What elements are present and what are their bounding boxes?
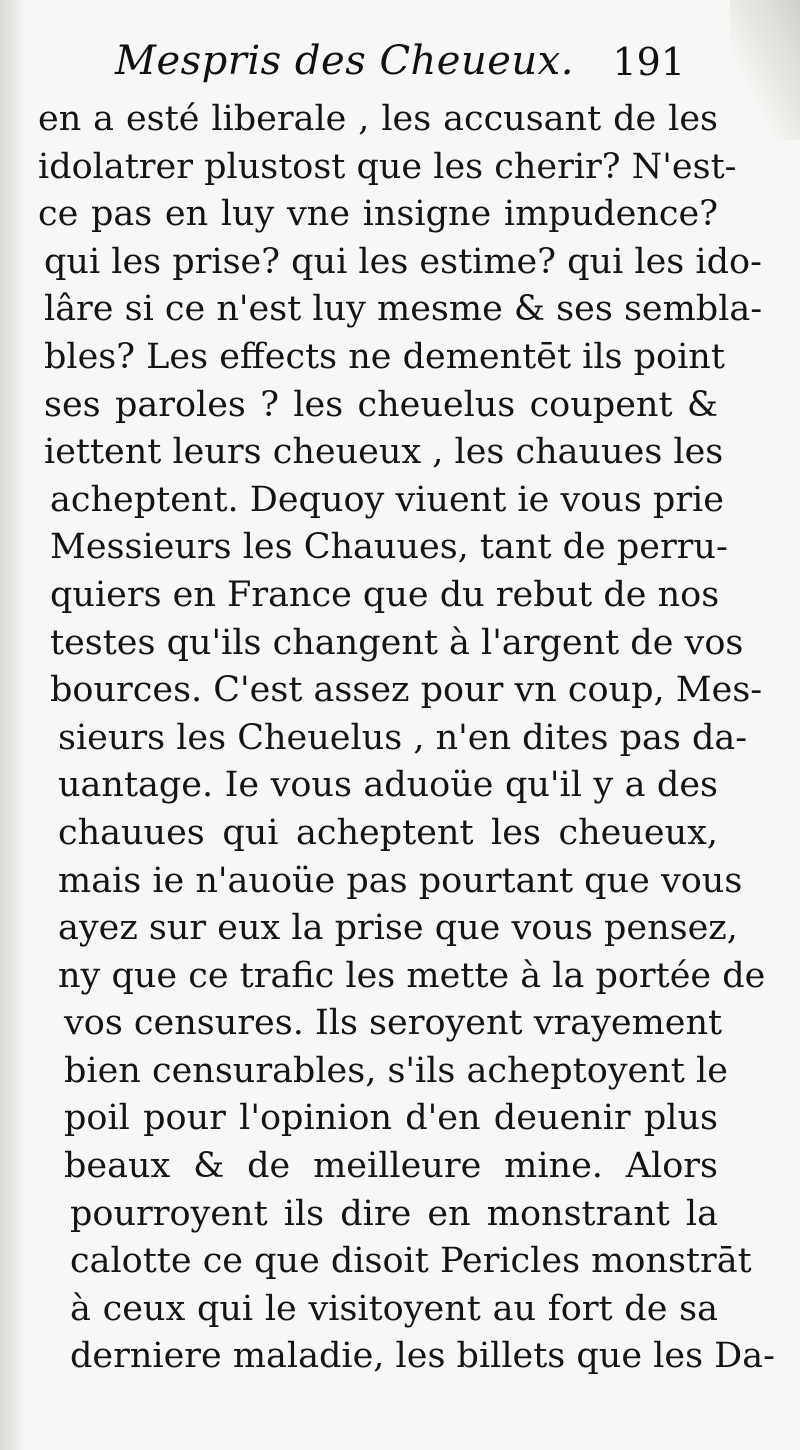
text-line: Messieurs les Chauues, tant de perru- bbox=[50, 527, 728, 568]
text-line: calotte ce que disoit Pericles monstrāt bbox=[70, 1241, 752, 1282]
text-line: sieurs les Cheuelus , n'en dites pas da- bbox=[58, 717, 748, 758]
text-line: pourroyent ils dire en monstrant la bbox=[70, 1193, 718, 1234]
text-line: idolatrer plustost que les cherir? N'est- bbox=[38, 146, 737, 187]
text-line: derniere maladie, les billets que les Da- bbox=[70, 1336, 775, 1377]
text-line: iettent leurs cheueux , les chauues les bbox=[44, 432, 724, 473]
text-line: bles? Les effects ne dementēt ils point bbox=[44, 336, 725, 377]
text-line: ny que ce trafic les mette à la portée de bbox=[58, 955, 766, 996]
text-line: mais ie n'auoüe pas pourtant que vous bbox=[58, 860, 743, 901]
text-line: acheptent. Dequoy viuent ie vous prie bbox=[50, 479, 724, 520]
text-line: qui les prise? qui les estime? qui les ido- bbox=[44, 241, 762, 282]
text-line: beaux & de meilleure mine. Alors bbox=[64, 1146, 718, 1187]
text-line: vos censures. Ils seroyent vrayement bbox=[64, 1003, 723, 1044]
text-line: testes qu'ils changent à l'argent de vos bbox=[50, 622, 744, 663]
text-line: à ceux qui le visitoyent au fort de sa bbox=[70, 1288, 718, 1329]
text-line: ce pas en luy vne insigne impudence? bbox=[38, 194, 718, 235]
text-line: ayez sur eux la prise que vous pensez, bbox=[58, 908, 738, 949]
page-header bbox=[115, 38, 685, 98]
text-line: chauues qui acheptent les cheueux, bbox=[58, 812, 718, 853]
text-line: bources. C'est assez pour vn coup, Mes- bbox=[50, 670, 763, 711]
text-line: en a esté liberale , les accusant de les bbox=[38, 99, 718, 139]
text-line: uantage. Ie vous aduoüe qu'il y a des bbox=[58, 765, 718, 806]
text-line: quiers en France que du rebut de nos bbox=[50, 574, 720, 615]
text-line: ses paroles ? les cheuelus coupent & bbox=[44, 384, 718, 425]
body-text bbox=[38, 96, 775, 1381]
running-title: Mespris des Cheueux. bbox=[115, 38, 574, 84]
text-line: bien censurables, s'ils acheptoyent le bbox=[64, 1050, 728, 1091]
text-line: lâre si ce n'est luy mesme & ses sembla- bbox=[44, 289, 763, 330]
text-line: poil pour l'opinion d'en deuenir plus bbox=[64, 1098, 718, 1139]
page-number: 191 bbox=[612, 40, 685, 84]
